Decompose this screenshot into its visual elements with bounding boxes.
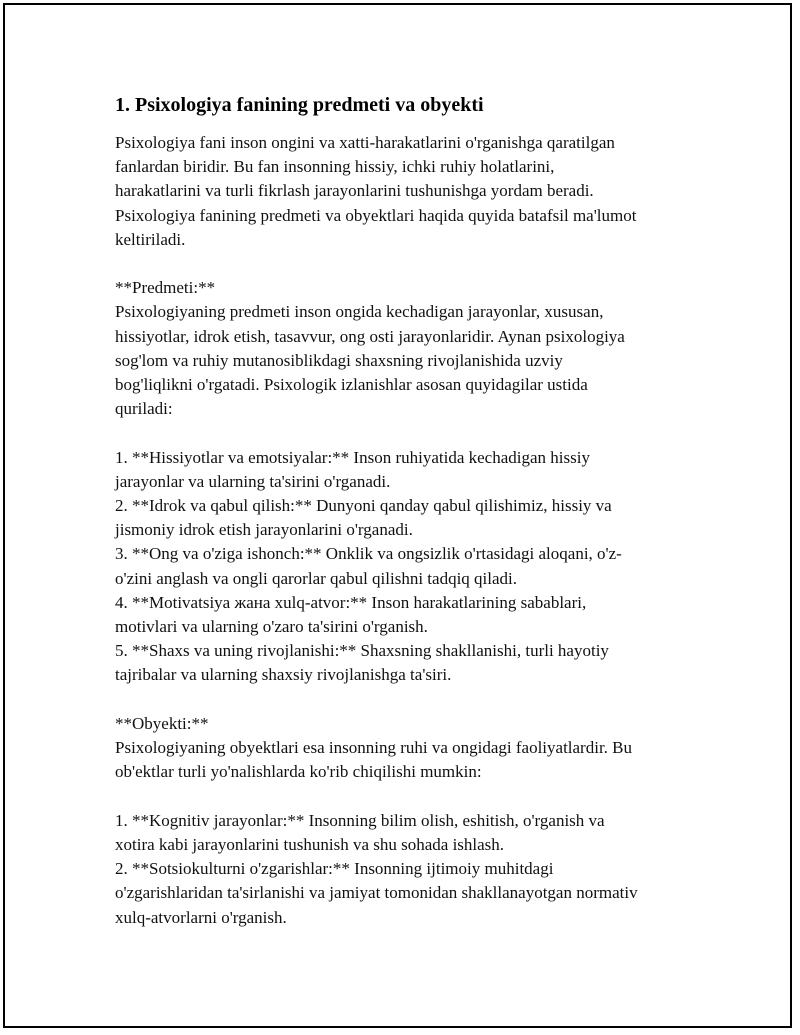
document-content (115, 92, 695, 930)
document-body: Psixologiya fani inson ongini va xatti-harakatlarini o'rganishga qaratilgan fanlardan biridir. Bu fan insonning hissiy, ichki ruhiy holatlarini, harakatlarini va turli fikrlash jarayonlarini tushunishga yordam beradi. Psixologiya fanining predmeti va obyektlari haqida quyida batafsil ma'lumot keltiriladi. **Predmeti:** Psixologiyaning predmeti inson ongida kechadigan jarayonlar, xususan, hissiyotlar, idrok etish, tasavvur, ong osti jarayonlaridir. Aynan psixologiya sog'lom va ruhiy mutanosiblikdagi shaxsning rivojlanishida uzviy bog'liqlikni o'rgatadi. Psixologik izlanishlar asosan quyidagilar ustida quriladi: 1. **Hissiyotlar va emotsiyalar:** Inson ruhiyatida kechadigan hissiy jarayonlar va ularning ta'sirini o'rganadi. 2. **Idrok va qabul qilish:** Dunyoni qanday qabul qilishimiz, hissiy va jismoniy idrok etish jarayonlarini o'rganadi. 3. **Ong va o'ziga ishonch:** Onklik va ongsizlik o'rtasidagi aloqani, o'z- o'zini anglash va ongli qarorlar qabul qilishni tadqiq qiladi. 4. **Motivatsiya жана xulq-atvor:** Inson harakatlarining sabablari, motivlari va ularning o'zaro ta'sirini o'rganish. 5. **Shaxs va uning rivojlanishi:** Shaxsning shakllanishi, turli hayotiy tajribalar va ularning shaxsiy rivojlanishga ta'siri. **Obyekti:** Psixologiyaning obyektlari esa insonning ruhi va ongidagi faoliyatlardir. Bu ob'ektlar turli yo'nalishlarda ko'rib chiqilishi mumkin: 1. **Kognitiv jarayonlar:** Insonning bilim olish, eshitish, o'rganish va xotira kabi jarayonlarini tushunish va shu sohada ishlash. 2. **Sotsiokulturni o'zgarishlar:** Insonning ijtimoiy muhitdagi o'zgarishlaridan ta'sirlanishi va jamiyat tomonidan shakllanayotgan normativ xulq-atvorlarni o'rganish. (115, 133, 638, 927)
document-title: 1. Psixologiya fanining predmeti va obyekti (115, 94, 484, 116)
